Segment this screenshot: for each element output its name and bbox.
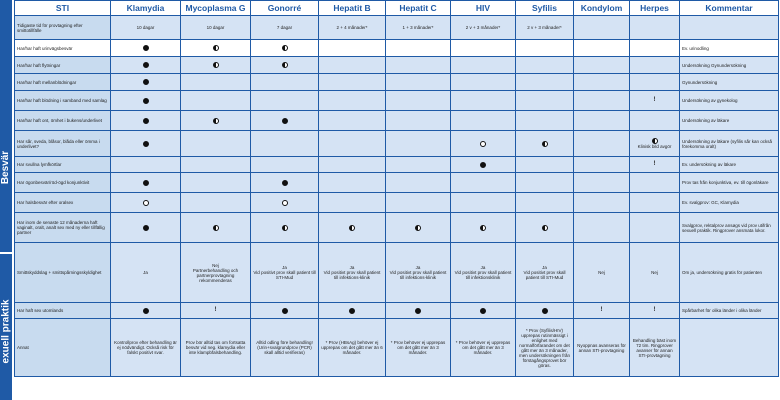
table-row: [15, 303, 779, 319]
table-cell: [251, 74, 319, 91]
table-cell: [451, 40, 516, 57]
table-cell: [451, 193, 516, 213]
table-cell: [574, 16, 630, 40]
table-row: [15, 74, 779, 91]
table-cell: [516, 243, 574, 303]
cell-text: 2 v + 3 månader*: [527, 25, 562, 30]
table-row: [15, 16, 779, 40]
row-label: Har/har haft blödning i samband med samlag: [15, 91, 111, 111]
cell-text: Nyoppnas avanseras för annan STI-provtagning: [577, 342, 626, 353]
comment-cell: [680, 131, 779, 157]
cell-note: Vid positivt prov skall patient till infektions-klinik: [323, 270, 381, 280]
table-cell: [574, 319, 630, 377]
table-cell: [251, 193, 319, 213]
table-cell: [386, 16, 451, 40]
table-cell: [516, 57, 574, 74]
table-cell: [516, 213, 574, 243]
table-cell: [111, 111, 181, 131]
table-cell: [630, 131, 680, 157]
table-cell: [574, 131, 630, 157]
cell-text: * Prov (HBsAg) behöver ej upprepas om det gått mer än 6 månader.: [321, 340, 383, 355]
row-label: Har/har haft mellanblödningar: [15, 74, 111, 91]
table-cell: [251, 157, 319, 173]
table-cell: [251, 40, 319, 57]
table-row: [15, 131, 779, 157]
filled-circle-icon: [415, 308, 421, 314]
table-row: [15, 111, 779, 131]
filled-circle-icon: [143, 118, 149, 124]
header-row: [15, 1, 779, 16]
table-cell: [516, 193, 574, 213]
column-header-kommentar: Kommentar: [680, 1, 779, 16]
empty-circle-icon: [480, 141, 486, 147]
table-cell: [319, 243, 386, 303]
half-circle-icon: [213, 62, 219, 68]
empty-circle-icon: [282, 200, 288, 206]
table-cell: [451, 57, 516, 74]
cell-text: 10 dagar: [136, 25, 155, 30]
table-cell: [451, 111, 516, 131]
cell-text: Kontrollprov efter behandling är ej nödvändigt. Också risk för falskt positivt svar.: [114, 340, 177, 355]
table-cell: [111, 74, 181, 91]
cell-note: Vid positivt prov skall patient till STI-Mud: [253, 270, 316, 280]
table-cell: [451, 303, 516, 319]
table-cell: [386, 319, 451, 377]
filled-circle-icon: [143, 141, 149, 147]
filled-circle-icon: [282, 308, 288, 314]
table-cell: [451, 16, 516, 40]
table-cell: [181, 243, 251, 303]
table-cell: [251, 319, 319, 377]
table-cell: [451, 74, 516, 91]
table-cell: [516, 111, 574, 131]
cell-text: Undersökning Gynundersökning: [682, 62, 747, 68]
comment-cell: [680, 91, 779, 111]
table-cell: [319, 173, 386, 193]
table-cell: [630, 40, 680, 57]
table-cell: [630, 74, 680, 91]
cell-text: !: [214, 307, 217, 313]
table-cell: [251, 16, 319, 40]
cell-note: Partnerbehandling och partnerprovtagning rekommenderas: [192, 267, 239, 283]
filled-circle-icon: [349, 308, 355, 314]
half-circle-icon: [282, 62, 288, 68]
table-cell: [451, 131, 516, 157]
table-cell: [181, 74, 251, 91]
comment-cell: [680, 213, 779, 243]
table-cell: [251, 213, 319, 243]
filled-circle-icon: [480, 308, 486, 314]
table-cell: [181, 303, 251, 319]
filled-circle-icon: [143, 225, 149, 231]
table-cell: [451, 173, 516, 193]
cell-text: Ja: [480, 265, 486, 270]
column-header-mycoplasma-g: Mycoplasma G: [181, 1, 251, 16]
table-cell: [630, 16, 680, 40]
table-cell: [386, 157, 451, 173]
table-cell: [319, 303, 386, 319]
column-header-sti: STI: [15, 1, 111, 16]
comment-cell: [680, 74, 779, 91]
table-cell: [386, 57, 451, 74]
table-cell: [319, 57, 386, 74]
cell-text: Ev. undersökning av läkare: [682, 162, 736, 167]
row-label: Har svullna lymfkörtlar: [15, 157, 111, 173]
table-cell: [574, 91, 630, 111]
half-circle-icon: [542, 141, 548, 147]
table-cell: [516, 173, 574, 193]
cell-text: !: [600, 307, 603, 313]
column-header-herpes: Herpes: [630, 1, 680, 16]
table-row: [15, 193, 779, 213]
comment-cell: [680, 111, 779, 131]
cell-text: Nej: [598, 270, 605, 275]
sidebar-separator: [0, 252, 12, 254]
cell-text: Ja: [542, 265, 547, 270]
table-cell: [251, 91, 319, 111]
cell-text: * Prov behöver ej upprepas om det gått mer än 3 månader.: [390, 340, 446, 355]
table-cell: [319, 157, 386, 173]
half-circle-icon: [415, 225, 421, 231]
cell-text: Ev. urinodling: [682, 45, 709, 51]
cell-text: Spårbarhet för olika länder i olika länder: [682, 308, 762, 313]
table-cell: [386, 40, 451, 57]
half-circle-icon: [480, 225, 486, 231]
row-label: Har halsbesvär efter oralsex: [15, 193, 111, 213]
cell-text: Undersökning av läkare: [682, 118, 730, 123]
comment-cell: [680, 40, 779, 57]
table-cell: [451, 157, 516, 173]
cell-text: Prov bör alltid tas om fortsatta besvär vid neg. klamydia eller inte klampbfalsbehandling.: [185, 340, 246, 355]
filled-circle-icon: [143, 180, 149, 186]
table-cell: [386, 173, 451, 193]
cell-text: Nej: [651, 270, 658, 275]
table-cell: [111, 57, 181, 74]
filled-circle-icon: [143, 79, 149, 85]
table-cell: [319, 213, 386, 243]
column-header-klamydia: Klamydia: [111, 1, 181, 16]
row-label: Har inom de senaste 12 månaderna haft vaginalt, oralt, analt sex med ny eller tillfällig partner: [15, 213, 111, 243]
table-cell: [181, 57, 251, 74]
column-header-hepatit-c: Hepatit C: [386, 1, 451, 16]
row-label: Har haft sex utomlands: [15, 303, 111, 319]
cell-text: !: [653, 97, 656, 103]
table-cell: [386, 91, 451, 111]
half-circle-icon: [213, 225, 219, 231]
half-circle-icon: [349, 225, 355, 231]
cell-text: 2 v + 3 månader*: [465, 25, 501, 30]
cell-text: 7 dagar: [276, 25, 293, 30]
table-cell: [574, 303, 630, 319]
table-cell: [630, 57, 680, 74]
cell-text: Alltid odling före behandling! (Urin+svalgrundprov (PCR) skall alltid verifieras): [256, 340, 313, 355]
table-cell: [251, 243, 319, 303]
half-circle-icon: [542, 225, 548, 231]
table-cell: [251, 173, 319, 193]
table-cell: [516, 131, 574, 157]
half-circle-icon: [213, 118, 219, 124]
table-cell: [111, 319, 181, 377]
table-cell: [111, 173, 181, 193]
table-cell: [181, 40, 251, 57]
cell-text: Ja: [282, 265, 287, 270]
row-label: Har sår, sveda, blåsor, blåda eller ömma i underlivet?: [15, 131, 111, 157]
table-cell: [516, 157, 574, 173]
cell-text: Undersökning av läkare (syfilis sår kan också förekomma oralt): [682, 138, 773, 149]
column-header-gonorre: Gonorré: [251, 1, 319, 16]
table-cell: [386, 74, 451, 91]
row-label: Har/har haft flytningar: [15, 57, 111, 74]
table-row: [15, 91, 779, 111]
table-cell: [111, 243, 181, 303]
cell-text: Undersökning av gynekolog: [682, 98, 738, 103]
comment-cell: [680, 319, 779, 377]
table-cell: [111, 193, 181, 213]
cell-text: !: [653, 161, 656, 167]
table-cell: [386, 111, 451, 131]
cell-text: 1 + 3 månader*: [402, 25, 434, 30]
table-row: [15, 243, 779, 303]
table-cell: [386, 303, 451, 319]
filled-circle-icon: [143, 308, 149, 314]
table-cell: [251, 57, 319, 74]
cell-text: Svalgprov, rektalprov ansøgs vid prov utifrån sexuell praktik. Ringprover ansmata lokor.: [682, 222, 771, 233]
filled-circle-icon: [542, 308, 548, 314]
row-label: Tidigaste tid för provtagning efter smittotillfälle: [15, 16, 111, 40]
table-row: [15, 40, 779, 57]
table-cell: [574, 111, 630, 131]
table-cell: [319, 16, 386, 40]
table-cell: [181, 16, 251, 40]
cell-text: 2 + 4 månader*: [336, 25, 368, 30]
cell-text: * Prov behöver ej upprepas om det gått mer än 3 månader.: [455, 340, 511, 355]
table-cell: [451, 91, 516, 111]
sidebar-label-sexuell-praktik: exuell praktik: [0, 299, 12, 363]
cell-note: Vid positivt prov skall patient till STI-Mud: [523, 270, 566, 280]
table-cell: [319, 111, 386, 131]
row-label: Smittskyddslag + smittspårningsskyldighet: [15, 243, 111, 303]
table-cell: [319, 40, 386, 57]
empty-circle-icon: [143, 200, 149, 206]
table-cell: [181, 193, 251, 213]
cell-text: Ja: [143, 270, 148, 275]
table-cell: [111, 16, 181, 40]
table-cell: [111, 303, 181, 319]
table-cell: [111, 157, 181, 173]
table-cell: [574, 74, 630, 91]
table-cell: [111, 131, 181, 157]
table-cell: [516, 74, 574, 91]
table-cell: [181, 173, 251, 193]
table-row: [15, 173, 779, 193]
row-label: Har/har haft ont, ömhet i bukens/underlivet: [15, 111, 111, 131]
cell-text: Ev. svalgprov: GC, Klamydia: [682, 200, 739, 205]
table-cell: [111, 213, 181, 243]
cell-text: 10 dagar: [206, 25, 225, 30]
table-cell: [630, 319, 680, 377]
table-cell: [630, 111, 680, 131]
table-cell: [181, 157, 251, 173]
comment-cell: [680, 16, 779, 40]
table-cell: [111, 40, 181, 57]
filled-circle-icon: [480, 162, 486, 168]
table-cell: [630, 157, 680, 173]
table-row: [15, 57, 779, 74]
table-cell: [319, 91, 386, 111]
filled-circle-icon: [282, 118, 288, 124]
cell-text: Klinisk bild avgör: [637, 144, 672, 149]
table-cell: [111, 91, 181, 111]
cell-text: Ja: [349, 265, 355, 270]
table-cell: [516, 91, 574, 111]
table-cell: [251, 303, 319, 319]
column-header-kondylom: Kondylom: [574, 1, 630, 16]
table-cell: [319, 319, 386, 377]
comment-cell: [680, 57, 779, 74]
table-cell: [630, 213, 680, 243]
table-cell: [451, 243, 516, 303]
table-cell: [319, 193, 386, 213]
table-cell: [574, 57, 630, 74]
table-cell: [574, 213, 630, 243]
half-circle-icon: [282, 45, 288, 51]
table-cell: [251, 131, 319, 157]
sidebar-label-besvar: Besvär: [0, 150, 12, 185]
table-cell: [181, 111, 251, 131]
table-cell: [630, 173, 680, 193]
table-cell: [574, 40, 630, 57]
table-cell: [386, 213, 451, 243]
cell-text: !: [653, 307, 656, 313]
comment-cell: [680, 157, 779, 173]
table-cell: [181, 91, 251, 111]
comment-cell: [680, 303, 779, 319]
table-row: [15, 157, 779, 173]
table-body: [15, 16, 779, 377]
comment-cell: [680, 193, 779, 213]
table-cell: [319, 74, 386, 91]
filled-circle-icon: [143, 98, 149, 104]
table-cell: [574, 243, 630, 303]
filled-circle-icon: [143, 45, 149, 51]
cell-text: Gynundersökning: [682, 79, 718, 85]
table-cell: [574, 157, 630, 173]
row-label: Har ögonbesvär/röd-ögd konjunktivit: [15, 173, 111, 193]
table-cell: [630, 243, 680, 303]
sti-table: [14, 0, 779, 377]
table-cell: [386, 193, 451, 213]
cell-text: Nej: [212, 262, 219, 268]
column-header-hepatit-b: Hepatit B: [319, 1, 386, 16]
row-label: Har/har haft urinvägsbesvär: [15, 40, 111, 57]
cell-note: Vid positivt prov skall patient till infektionsklinik: [454, 270, 512, 280]
table-cell: [516, 40, 574, 57]
comment-cell: [680, 173, 779, 193]
table-cell: [386, 131, 451, 157]
table-cell: [451, 213, 516, 243]
table-cell: [319, 131, 386, 157]
half-circle-icon: [213, 45, 219, 51]
table-cell: [574, 173, 630, 193]
table-cell: [574, 193, 630, 213]
table-cell: [181, 213, 251, 243]
cell-note: Vid positivt prov skall patient till infektions-klinik: [389, 270, 447, 280]
table-cell: [630, 193, 680, 213]
table-cell: [516, 303, 574, 319]
table-cell: [516, 319, 574, 377]
column-header-syfilis: Syfilis: [516, 1, 574, 16]
table-cell: [630, 91, 680, 111]
table-cell: [451, 319, 516, 377]
table-row: [15, 213, 779, 243]
cell-text: Prov tas från konjunktiva, ev. till ögonläkare: [682, 180, 769, 185]
filled-circle-icon: [143, 62, 149, 68]
column-header-hiv: HIV: [451, 1, 516, 16]
cell-text: * Prov (Syfilis/HIV) upprepas rutinmässigt i enlighet med normalförfarandet om det gått mer än 3 månader, men undersökningen från förstagångsprovet bör göras.: [518, 327, 571, 368]
table-row: [15, 319, 779, 377]
cell-text: Behandling bäst inom 72 tim. Ringprover avanser för annan STI-provtagning: [632, 337, 677, 358]
comment-cell: [680, 243, 779, 303]
table-cell: [181, 131, 251, 157]
filled-circle-icon: [282, 180, 288, 186]
cell-text: Ja: [415, 265, 421, 270]
table-cell: [181, 319, 251, 377]
table-cell: [386, 243, 451, 303]
table-cell: [516, 16, 574, 40]
table-cell: [251, 111, 319, 131]
table-cell: [630, 303, 680, 319]
half-circle-icon: [282, 225, 288, 231]
row-label: Annat: [15, 319, 111, 377]
cell-text: Om ja, undersökning gratis för patienten: [682, 270, 763, 275]
